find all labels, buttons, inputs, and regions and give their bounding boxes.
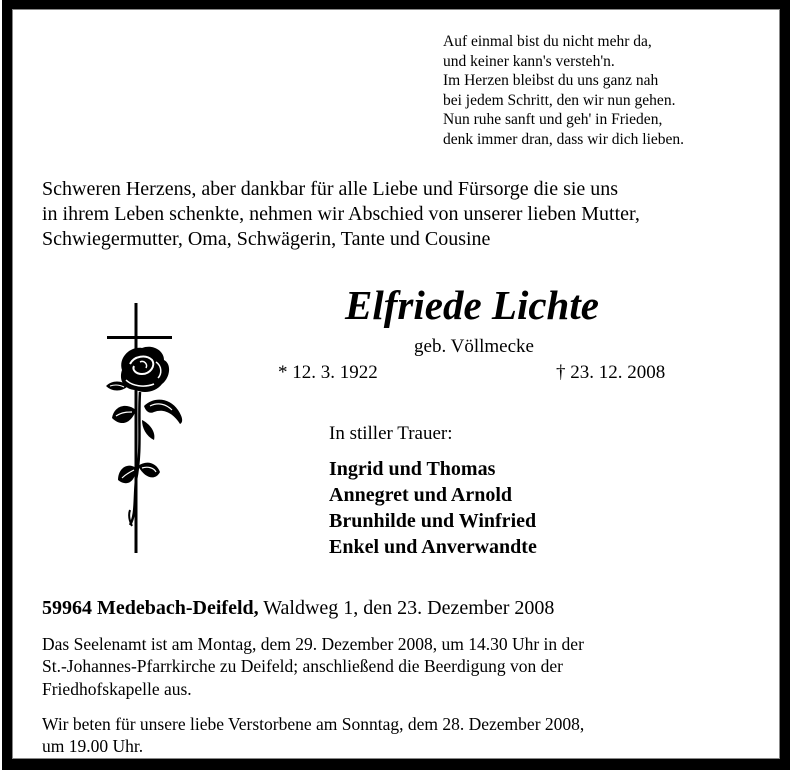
funeral-info [42,633,584,700]
birth-date: 12. 3. 1922 [292,362,378,383]
poem-line: und keiner kann's versteh'n. [443,52,615,70]
intro-line: in ihrem Leben schenkte, nehmen wir Abschied von unserer lieben Mutter, [42,203,640,225]
poem-line: Auf einmal bist du nicht mehr da, [443,33,652,50]
mourner-name: Brunhilde und Winfried [329,510,537,532]
poem-line: Im Herzen bleibst du uns ganz nah [443,72,659,90]
death-date-line [556,361,665,385]
prayer-line: um 19.00 Uhr. [42,736,144,757]
mourners-list [329,456,537,560]
intro-line: Schweren Herzens, aber dankbar für alle Liebe und Fürsorge die sie uns [42,178,619,200]
poem [443,32,684,150]
address-place: 59964 Medebach-Deifeld, [42,597,259,619]
prayer-info [42,713,584,758]
mourners-label: In stiller Trauer: [329,423,453,444]
funeral-line: St.-Johannes-Pfarrkirche zu Deifeld; anschließend die Beerdigung von der [42,656,563,677]
poem-line: bei jedem Schritt, den wir nun gehen. [443,91,676,109]
poem-line: Nun ruhe sanft und geh' in Frieden, [443,111,663,129]
mourner-name: Ingrid und Thomas [329,458,496,480]
mourner-name: Enkel und Anverwandte [329,536,537,558]
birth-star-icon: * [278,362,288,383]
intro-line: Schwiegermutter, Oma, Schwägerin, Tante und Cousine [42,228,491,250]
funeral-line: Das Seelenamt ist am Montag, dem 29. Dezember 2008, um 14.30 Uhr in der [42,634,584,654]
address-line [42,595,554,621]
funeral-line: Friedhofskapelle aus. [42,678,192,699]
deceased-name: Elfriede Lichte [345,282,599,328]
poem-line: denk immer dran, dass wir dich lieben. [443,130,685,148]
address-rest: Waldweg 1, den 23. Dezember 2008 [258,597,555,619]
birth-date-line [278,361,378,385]
mourner-name: Annegret und Arnold [329,484,513,506]
prayer-line: Wir beten für unsere liebe Verstorbene am Sonntag, dem 28. Dezember 2008, [42,714,585,734]
intro-text [42,177,640,252]
maiden-name: geb. Völlmecke [414,336,534,357]
death-date: 23. 12. 2008 [570,362,666,383]
death-dagger-icon: † [556,362,566,383]
cross-with-rose-icon [100,300,190,556]
